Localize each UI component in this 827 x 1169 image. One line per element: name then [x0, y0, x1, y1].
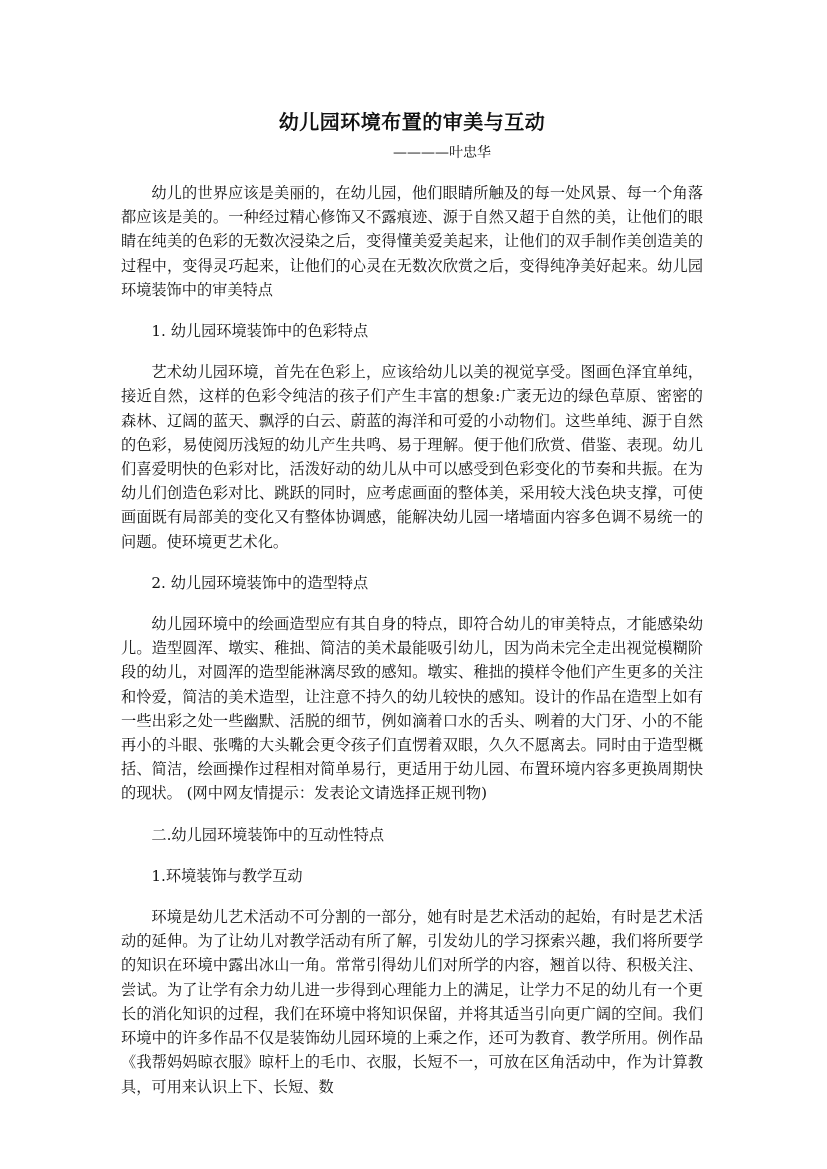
paragraph-color: 艺术幼儿园环境，首先在色彩上，应该给幼儿以美的视觉享受。图画色泽宜单纯，接近自然，这样的色彩令纯洁的孩子们产生丰富的想象:广袤无边的绿色草原、密密的森林、辽阔的蓝天、飘浮的白云、蔚蓝的海洋和可爱的小动物们。这些单纯、源于自然的色彩，易使阅历浅短的幼儿产生共鸣、易于理解。便于他们欣赏、借鉴、表现。幼儿们喜爱明快的色彩对比，活泼好动的幼儿从中可以感受到色彩变化的节奏和共振。在为幼儿们创造色彩对比、跳跃的同时，应考虑画面的整体美，采用较大浅色块支撑，可使画面既有局部美的变化又有整体协调感，能解决幼儿园一堵墙面内容多色调不易统一的问题。使环境更艺术化。 [121, 363, 703, 551]
document-body [121, 181, 703, 1099]
paragraph-intro: 幼儿的世界应该是美丽的，在幼儿园，他们眼睛所触及的每一处风景、每一个角落都应该是美的。一种经过精心修饰又不露痕迹、源于自然又超于自然的美，让他们的眼睛在纯美的色彩的无数次浸染之后，变得懂美爱美起来，让他们的双手制作美创造美的过程中，变得灵巧起来，让他们的心灵在无数次欣赏之后，变得纯净美好起来。幼儿园环境装饰中的审美特点 [121, 184, 703, 299]
document-author: ————叶忠华 [393, 145, 491, 161]
paragraph-shape: 幼儿园环境中的绘画造型应有其自身的特点，即符合幼儿的审美特点，才能感染幼儿。造型圆浑、墩实、稚拙、简洁的美术最能吸引幼儿，因为尚未完全走出视觉模糊阶段的幼儿，对圆浑的造型能淋漓尽致的感知。墩实、稚拙的摸样令他们产生更多的关注和怜爱，简洁的美术造型，让注意不持久的幼儿较快的感知。设计的作品在造型上如有一些出彩之处一些幽默、活脱的细节，例如滴着口水的舌头、咧着的大门牙、小的不能再小的斗眼、张嘴的大头靴会更令孩子们直愣着双眼，久久不愿离去。同时由于造型概括、简洁，绘画操作过程相对简单易行，更适用于幼儿园、布置环境内容多更换周期快的现状。 (网中网友情提示：发表论文请选择正规刊物) [121, 615, 703, 803]
heading-shape-features: 2. 幼儿园环境装饰中的造型特点 [151, 573, 369, 592]
paragraph-teaching: 环境是幼儿艺术活动不可分割的一部分，她有时是艺术活动的起始，有时是艺术活动的延伸。为了让幼儿对教学活动有所了解，引发幼儿的学习探索兴趣，我们将所要学的知识在环境中露出冰山一角。常常引得幼儿们对所学的内容，翘首以待、积极关注、尝试。为了让学有余力幼儿进一步得到心理能力上的满足，让学力不足的幼儿有一个更长的消化知识的过程，我们在环境中将知识保留，并将其适当引向更广阔的空间。我们环境中的许多作品不仅是装饰幼儿园环境的上乘之作，还可为教育、教学所用。例作品《我帮妈妈晾衣服》晾杆上的毛巾、衣服，长短不一，可放在区角活动中，作为计算教具，可用来认识上下、长短、数 [121, 908, 703, 1096]
heading-teaching-interaction: 1.环境装饰与教学互动 [151, 866, 303, 885]
document-title: 幼儿园环境布置的审美与互动 [278, 110, 546, 134]
heading-color-features: 1. 幼儿园环境装饰中的色彩特点 [151, 322, 369, 341]
heading-interaction-features: 二.幼儿园环境装饰中的互动性特点 [151, 825, 385, 844]
